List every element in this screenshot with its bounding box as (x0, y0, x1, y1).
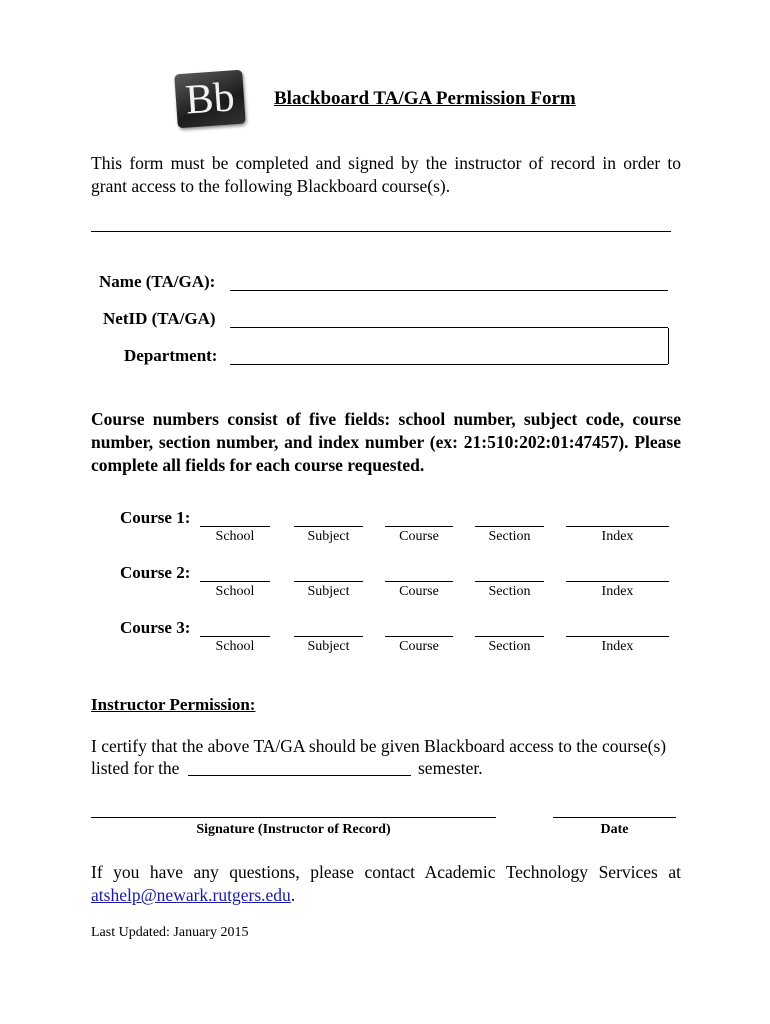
signature-label: Signature (Instructor of Record) (196, 822, 391, 837)
certify-line-1: I certify that the above TA/GA should be given Blackboard access to the course(s) (91, 736, 667, 756)
course-2-label: Course 2: (120, 563, 191, 582)
course-2-course-caption: Course (399, 584, 439, 599)
course-3-index-caption: Index (601, 639, 634, 654)
course-1-school-field[interactable] (200, 526, 270, 527)
netid-label: NetID (TA/GA) (103, 309, 216, 328)
course-1-course-caption: Course (399, 529, 439, 544)
contact-period: . (290, 885, 296, 905)
intro-text: This form must be completed and signed by the instructor of record in order to grant access to the following Blackboard course(s). (91, 153, 681, 196)
course-2-subject-field[interactable] (294, 581, 363, 582)
course-3-subject-caption: Subject (307, 639, 350, 654)
course-1-section-caption: Section (488, 529, 531, 544)
date-label: Date (600, 822, 629, 837)
last-updated: Last Updated: January 2015 (91, 925, 249, 940)
course-3-course-field[interactable] (385, 636, 453, 637)
course-name-line[interactable] (91, 231, 671, 232)
course-2-section-caption: Section (488, 584, 531, 599)
course-1-label: Course 1: (120, 508, 191, 527)
course-2-school-caption: School (215, 584, 255, 599)
signature-field[interactable] (91, 817, 496, 818)
date-field[interactable] (553, 817, 676, 818)
name-label: Name (TA/GA): (99, 272, 216, 291)
course-1-section-field[interactable] (475, 526, 544, 527)
course-1-subject-caption: Subject (307, 529, 350, 544)
course-3-school-field[interactable] (200, 636, 270, 637)
course-3-label: Course 3: (120, 618, 191, 637)
instructor-permission-heading: Instructor Permission: (91, 695, 256, 714)
course-3-subject-field[interactable] (294, 636, 363, 637)
course-3-section-caption: Section (488, 639, 531, 654)
course-info-text: Course numbers consist of five fields: school number, subject code, course number, section number, and index number (ex: 21:510:202:01:47457). Please complete all fields for each course requested. (91, 409, 681, 475)
course-3-index-field[interactable] (566, 636, 669, 637)
course-2-index-field[interactable] (566, 581, 669, 582)
page-title: Blackboard TA/GA Permission Form (274, 88, 576, 109)
course-3-course-caption: Course (399, 639, 439, 654)
department-field[interactable] (230, 364, 668, 365)
course-2-section-field[interactable] (475, 581, 544, 582)
contact-sentence: If you have any questions, please contact Academic Technology Services at (91, 862, 681, 882)
semester-field[interactable] (188, 775, 411, 776)
netid-field[interactable] (230, 327, 668, 328)
course-1-subject-field[interactable] (294, 526, 363, 527)
course-3-section-field[interactable] (475, 636, 544, 637)
course-1-index-caption: Index (601, 529, 634, 544)
blackboard-logo: Bb (174, 70, 246, 129)
course-1-index-field[interactable] (566, 526, 669, 527)
course-1-school-caption: School (215, 529, 255, 544)
field-box-edge (668, 328, 669, 364)
support-email-link[interactable]: atshelp@newark.rutgers.edu (91, 885, 291, 905)
certify-suffix: semester. (418, 758, 483, 778)
course-2-index-caption: Index (601, 584, 634, 599)
department-label: Department: (124, 346, 218, 365)
course-2-school-field[interactable] (200, 581, 270, 582)
course-2-subject-caption: Subject (307, 584, 350, 599)
course-3-school-caption: School (215, 639, 255, 654)
contact-text (91, 861, 681, 907)
course-2-course-field[interactable] (385, 581, 453, 582)
course-1-course-field[interactable] (385, 526, 453, 527)
certify-prefix: listed for the (91, 758, 180, 778)
name-field[interactable] (230, 290, 668, 291)
